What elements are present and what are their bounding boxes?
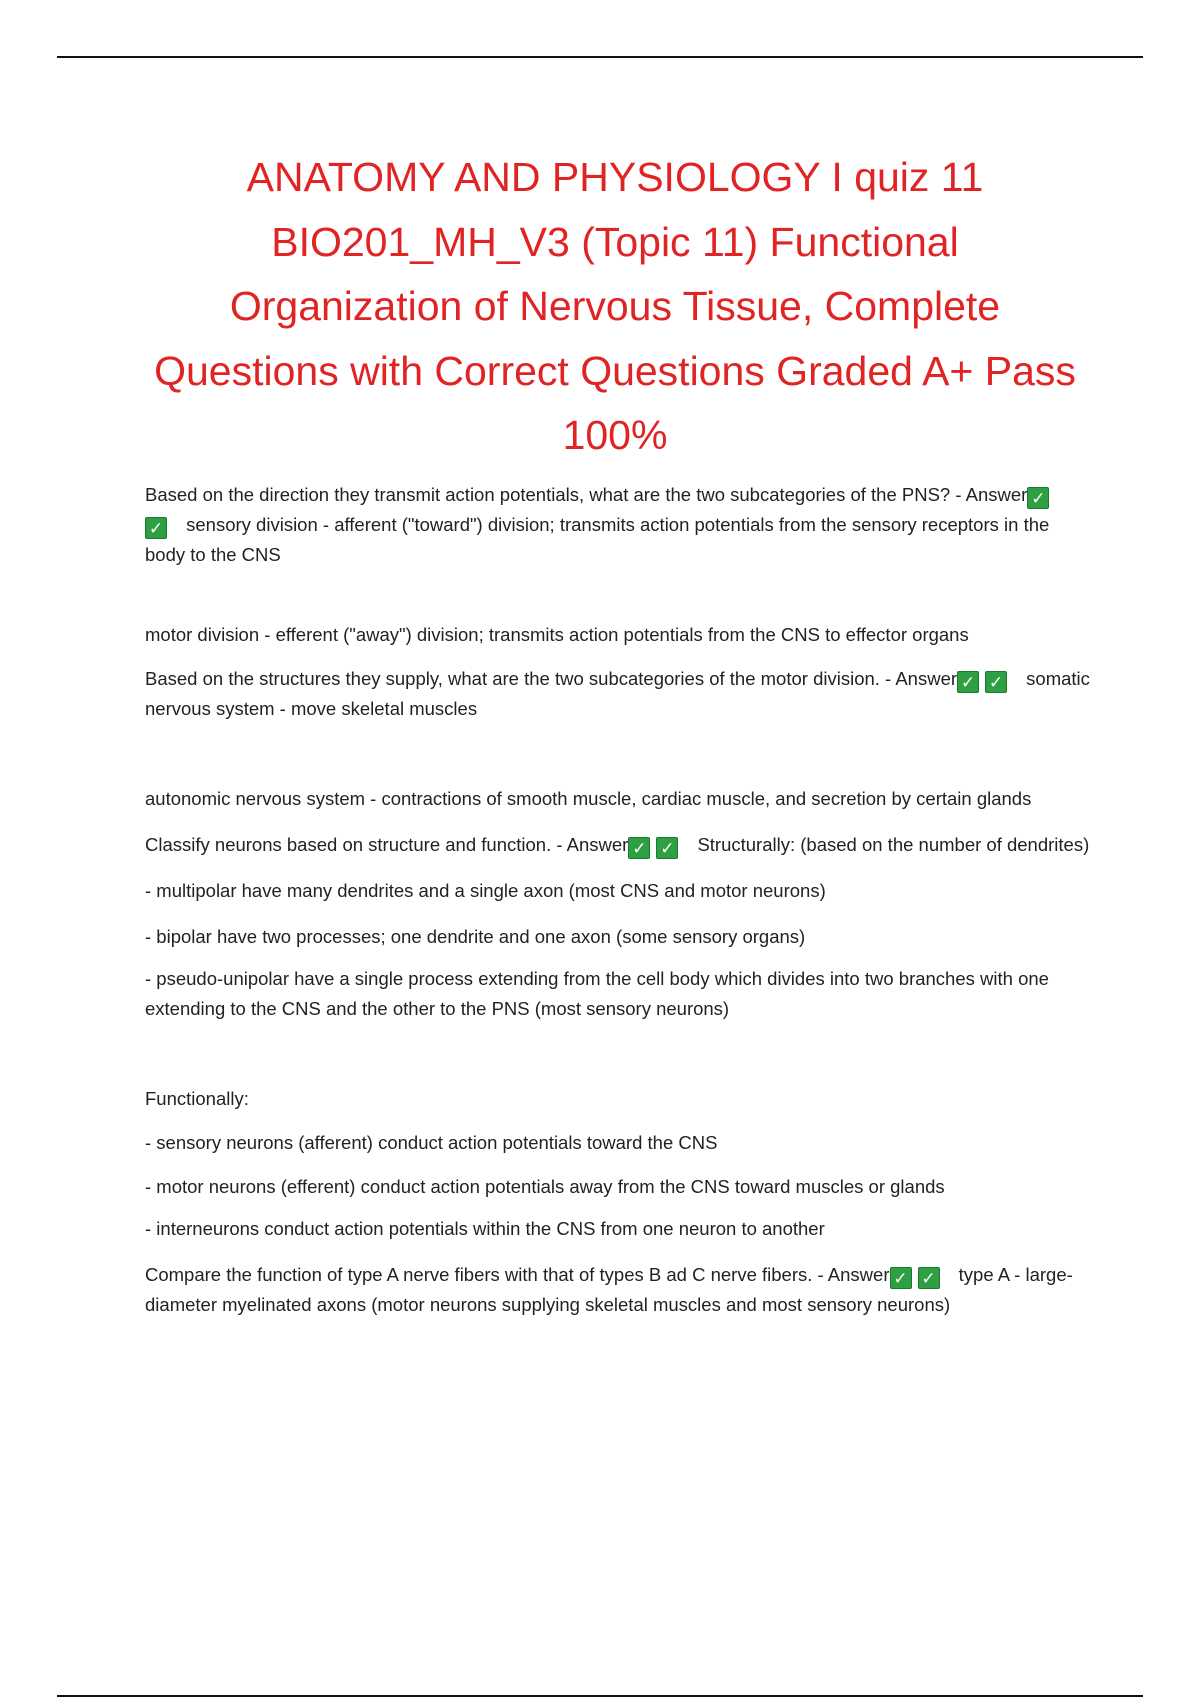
checkmark-icon: ✓ [1027, 487, 1049, 509]
checkmark-icon: ✓ [918, 1267, 940, 1289]
checkmark-icon: ✓ [628, 837, 650, 859]
check-icons [628, 834, 684, 859]
document-body [145, 480, 1090, 1320]
checkmark-icon: ✓ [145, 517, 167, 539]
question-text: Based on the direction they transmit action potentials, what are the two subcategories of the PNS? - Answer [145, 484, 1028, 505]
list-item: - bipolar have two processes; one dendrite and one axon (some sensory organs) [145, 926, 806, 947]
checkmark-icon: ✓ [985, 671, 1007, 693]
checkmark-icon: ✓ [656, 837, 678, 859]
question-block-3 [145, 830, 1090, 860]
list-item: - sensory neurons (afferent) conduct action potentials toward the CNS [145, 1132, 718, 1153]
question-block-2 [145, 664, 1090, 724]
list-item: - motor neurons (efferent) conduct action potentials away from the CNS toward muscles or glands [145, 1176, 945, 1197]
footer-rule [57, 1695, 1143, 1697]
question-block-1 [145, 480, 1090, 570]
list-item: - interneurons conduct action potentials within the CNS from one neuron to another [145, 1218, 825, 1239]
question-text: Compare the function of type A nerve fibers with that of types B ad C nerve fibers. - Answer [145, 1264, 890, 1285]
answer-text: somatic nervous system - move skeletal muscles [145, 668, 1090, 719]
check-icons [890, 1264, 946, 1289]
question-text: Classify neurons based on structure and function. - Answer [145, 834, 629, 855]
question-block-4 [145, 1260, 1090, 1320]
answer-text: Structurally: (based on the number of dendrites) [697, 834, 1090, 855]
answer-continuation: autonomic nervous system - contractions of smooth muscle, cardiac muscle, and secretion by certain glands [145, 788, 1032, 809]
question-text: Based on the structures they supply, what are the two subcategories of the motor division. - Answer [145, 668, 958, 689]
header-rule [57, 56, 1143, 58]
section-heading: Functionally: [145, 1088, 249, 1109]
checkmark-icon: ✓ [890, 1267, 912, 1289]
list-item: - pseudo-unipolar have a single process extending from the cell body which divides into two branches with one extending to the CNS and the other to the PNS (most sensory neurons) [145, 968, 1049, 1019]
answer-text: sensory division - afferent ("toward") division; transmits action potentials from the sensory receptors in the body to the CNS [145, 514, 1050, 565]
document-title: ANATOMY AND PHYSIOLOGY I quiz 11 BIO201_MH_V3 (Topic 11) Functional Organization of Nervous Tissue, Complete Questions with Correct Questions Graded A+ Pass 100% [154, 154, 1076, 458]
answer-text: type A - large-diameter myelinated axons (motor neurons supplying skeletal muscles and most sensory neurons) [145, 1264, 1073, 1315]
answer-continuation: motor division - efferent ("away") division; transmits action potentials from the CNS to effector organs [145, 624, 969, 645]
check-icons [957, 668, 1013, 693]
checkmark-icon: ✓ [957, 671, 979, 693]
list-item: - multipolar have many dendrites and a single axon (most CNS and motor neurons) [145, 880, 826, 901]
